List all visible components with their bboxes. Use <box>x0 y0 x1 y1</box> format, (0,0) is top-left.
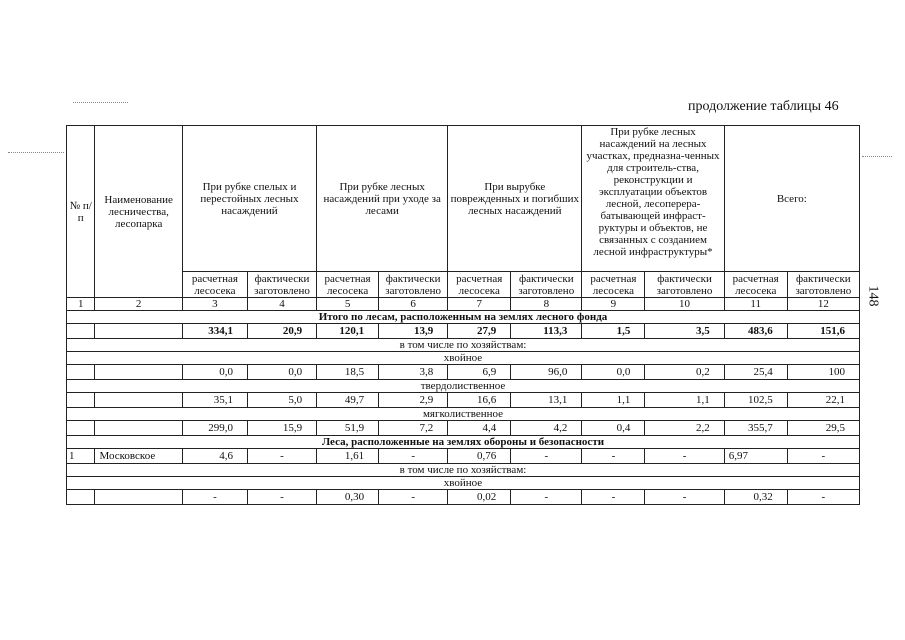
cell-value: 1,1 <box>582 393 645 408</box>
subsection-label: в том числе по хозяйствам: <box>67 339 860 352</box>
table-row-moscow <box>67 449 860 464</box>
empty-cell <box>67 421 95 436</box>
cell-value: - <box>379 449 448 464</box>
col-number: 1 <box>67 298 95 311</box>
subheader-calc: расчетная лесосека <box>448 272 511 298</box>
cell-value: 4,6 <box>182 449 247 464</box>
cell-value: 102,5 <box>724 393 787 408</box>
cell-value: 100 <box>787 365 859 380</box>
header-row <box>67 126 860 272</box>
cell-value: 299,0 <box>182 421 247 436</box>
cell-value: 49,7 <box>317 393 379 408</box>
page-number: 148 <box>865 285 881 307</box>
table-row-hardwood <box>67 393 860 408</box>
cell-value: 29,5 <box>787 421 859 436</box>
col-name-header: Наименование лесничества, лесопарка <box>95 126 182 298</box>
subheader-calc: расчетная лесосека <box>317 272 379 298</box>
subheader-calc: расчетная лесосека <box>582 272 645 298</box>
scan-mark <box>862 156 892 157</box>
subsection-row <box>67 380 860 393</box>
cell-value: 0,2 <box>645 365 724 380</box>
table-caption: продолжение таблицы 46 <box>688 99 839 114</box>
cell-value: 6,9 <box>448 365 511 380</box>
cell-value: 0,30 <box>317 490 379 505</box>
cell-value: 3,8 <box>379 365 448 380</box>
group-header-total: Всего: <box>724 126 859 272</box>
col-number: 10 <box>645 298 724 311</box>
cell-value: 4,2 <box>511 421 582 436</box>
cell-value: 0,32 <box>724 490 787 505</box>
subheader-actual: фактически заготовлено <box>645 272 724 298</box>
subsection-label-hardwood: твердолиственное <box>67 380 860 393</box>
section-title-total: Итого по лесам, расположенным на землях лесного фонда <box>67 311 860 324</box>
col-num-header: № п/п <box>67 126 95 298</box>
col-number: 2 <box>95 298 182 311</box>
subsection-label-conifer: хвойное <box>67 477 860 490</box>
empty-cell <box>67 365 95 380</box>
table-row-conifer <box>67 365 860 380</box>
subheader-row <box>67 272 860 298</box>
cell-value: 13,9 <box>379 324 448 339</box>
cell-value: 0,0 <box>247 365 316 380</box>
cell-value: 0,4 <box>582 421 645 436</box>
cell-value: 483,6 <box>724 324 787 339</box>
cell-value: 2,9 <box>379 393 448 408</box>
cell-value: 35,1 <box>182 393 247 408</box>
cell-value: 1,5 <box>582 324 645 339</box>
cell-value: 151,6 <box>787 324 859 339</box>
subsection-row <box>67 477 860 490</box>
subheader-actual: фактически заготовлено <box>379 272 448 298</box>
cell-value: 0,02 <box>448 490 511 505</box>
cell-value: - <box>645 490 724 505</box>
col-number: 12 <box>787 298 859 311</box>
table-row-softwood <box>67 421 860 436</box>
cell-value: 25,4 <box>724 365 787 380</box>
cell-value: - <box>645 449 724 464</box>
cell-value: 5,0 <box>247 393 316 408</box>
cell-value: 16,6 <box>448 393 511 408</box>
col-number: 7 <box>448 298 511 311</box>
cell-value: 20,9 <box>247 324 316 339</box>
col-number: 11 <box>724 298 787 311</box>
cell-value: 15,9 <box>247 421 316 436</box>
subheader-actual: фактически заготовлено <box>511 272 582 298</box>
cell-value: 0,0 <box>182 365 247 380</box>
cell-value: 0,76 <box>448 449 511 464</box>
empty-cell <box>95 393 182 408</box>
cell-value: - <box>582 490 645 505</box>
row-number: 1 <box>67 449 95 464</box>
cell-value: 2,2 <box>645 421 724 436</box>
col-number: 3 <box>182 298 247 311</box>
empty-cell <box>95 421 182 436</box>
section-title-defense: Леса, расположенные на землях обороны и безопасности <box>67 436 860 449</box>
column-number-row <box>67 298 860 311</box>
subheader-actual: фактически заготовлено <box>787 272 859 298</box>
cell-value: 18,5 <box>317 365 379 380</box>
col-number: 9 <box>582 298 645 311</box>
col-number: 6 <box>379 298 448 311</box>
col-number: 5 <box>317 298 379 311</box>
subsection-label-softwood: мягколиственное <box>67 408 860 421</box>
subheader-calc: расчетная лесосека <box>182 272 247 298</box>
cell-value: 120,1 <box>317 324 379 339</box>
table-row-total <box>67 324 860 339</box>
empty-cell <box>67 393 95 408</box>
cell-value: 7,2 <box>379 421 448 436</box>
cell-value: 51,9 <box>317 421 379 436</box>
subheader-calc: расчетная лесосека <box>724 272 787 298</box>
cell-value: - <box>182 490 247 505</box>
cell-value: 27,9 <box>448 324 511 339</box>
cell-value: - <box>787 449 859 464</box>
cell-value: 0,0 <box>582 365 645 380</box>
cell-value: 13,1 <box>511 393 582 408</box>
cell-value: - <box>379 490 448 505</box>
subheader-actual: фактически заготовлено <box>247 272 316 298</box>
empty-cell <box>95 490 182 505</box>
subsection-label: в том числе по хозяйствам: <box>67 464 860 477</box>
forest-harvest-table <box>66 125 860 505</box>
cell-value: - <box>511 449 582 464</box>
cell-value: - <box>511 490 582 505</box>
subsection-row <box>67 464 860 477</box>
cell-value: 96,0 <box>511 365 582 380</box>
cell-value: - <box>787 490 859 505</box>
forestry-name: Московское <box>95 449 182 464</box>
cell-value: - <box>247 490 316 505</box>
group-header-care: При рубке лесных насаждений при уходе за лесами <box>317 126 448 272</box>
col-number: 4 <box>247 298 316 311</box>
cell-value: 3,5 <box>645 324 724 339</box>
section-row <box>67 311 860 324</box>
section-row <box>67 436 860 449</box>
cell-value: 4,4 <box>448 421 511 436</box>
scan-mark <box>8 152 64 153</box>
col-number: 8 <box>511 298 582 311</box>
scan-mark <box>73 102 128 103</box>
group-header-damaged: При вырубке поврежденных и погибших лесных насаждений <box>448 126 582 272</box>
cell-value: - <box>247 449 316 464</box>
group-header-construction: При рубке лесных насаждений на лесных участках, предназна-ченных для строитель-ства, реконструкции и эксплуатации объектов лесной, лесоперера-батывающей инфраст-руктуры и объектов, не связанных с созданием лесной инфраструктуры* <box>582 126 724 272</box>
subsection-row <box>67 352 860 365</box>
cell-value: 1,1 <box>645 393 724 408</box>
subsection-row <box>67 339 860 352</box>
empty-cell <box>95 324 182 339</box>
group-header-mature: При рубке спелых и перестойных лесных насаждений <box>182 126 316 272</box>
subsection-label-conifer: хвойное <box>67 352 860 365</box>
table-row-conifer-defense <box>67 490 860 505</box>
cell-value: 113,3 <box>511 324 582 339</box>
empty-cell <box>95 365 182 380</box>
cell-value: 6,97 <box>724 449 787 464</box>
empty-cell <box>67 490 95 505</box>
cell-value: 355,7 <box>724 421 787 436</box>
cell-value: 1,61 <box>317 449 379 464</box>
cell-value: - <box>582 449 645 464</box>
cell-value: 334,1 <box>182 324 247 339</box>
subsection-row <box>67 408 860 421</box>
cell-value: 22,1 <box>787 393 859 408</box>
empty-cell <box>67 324 95 339</box>
